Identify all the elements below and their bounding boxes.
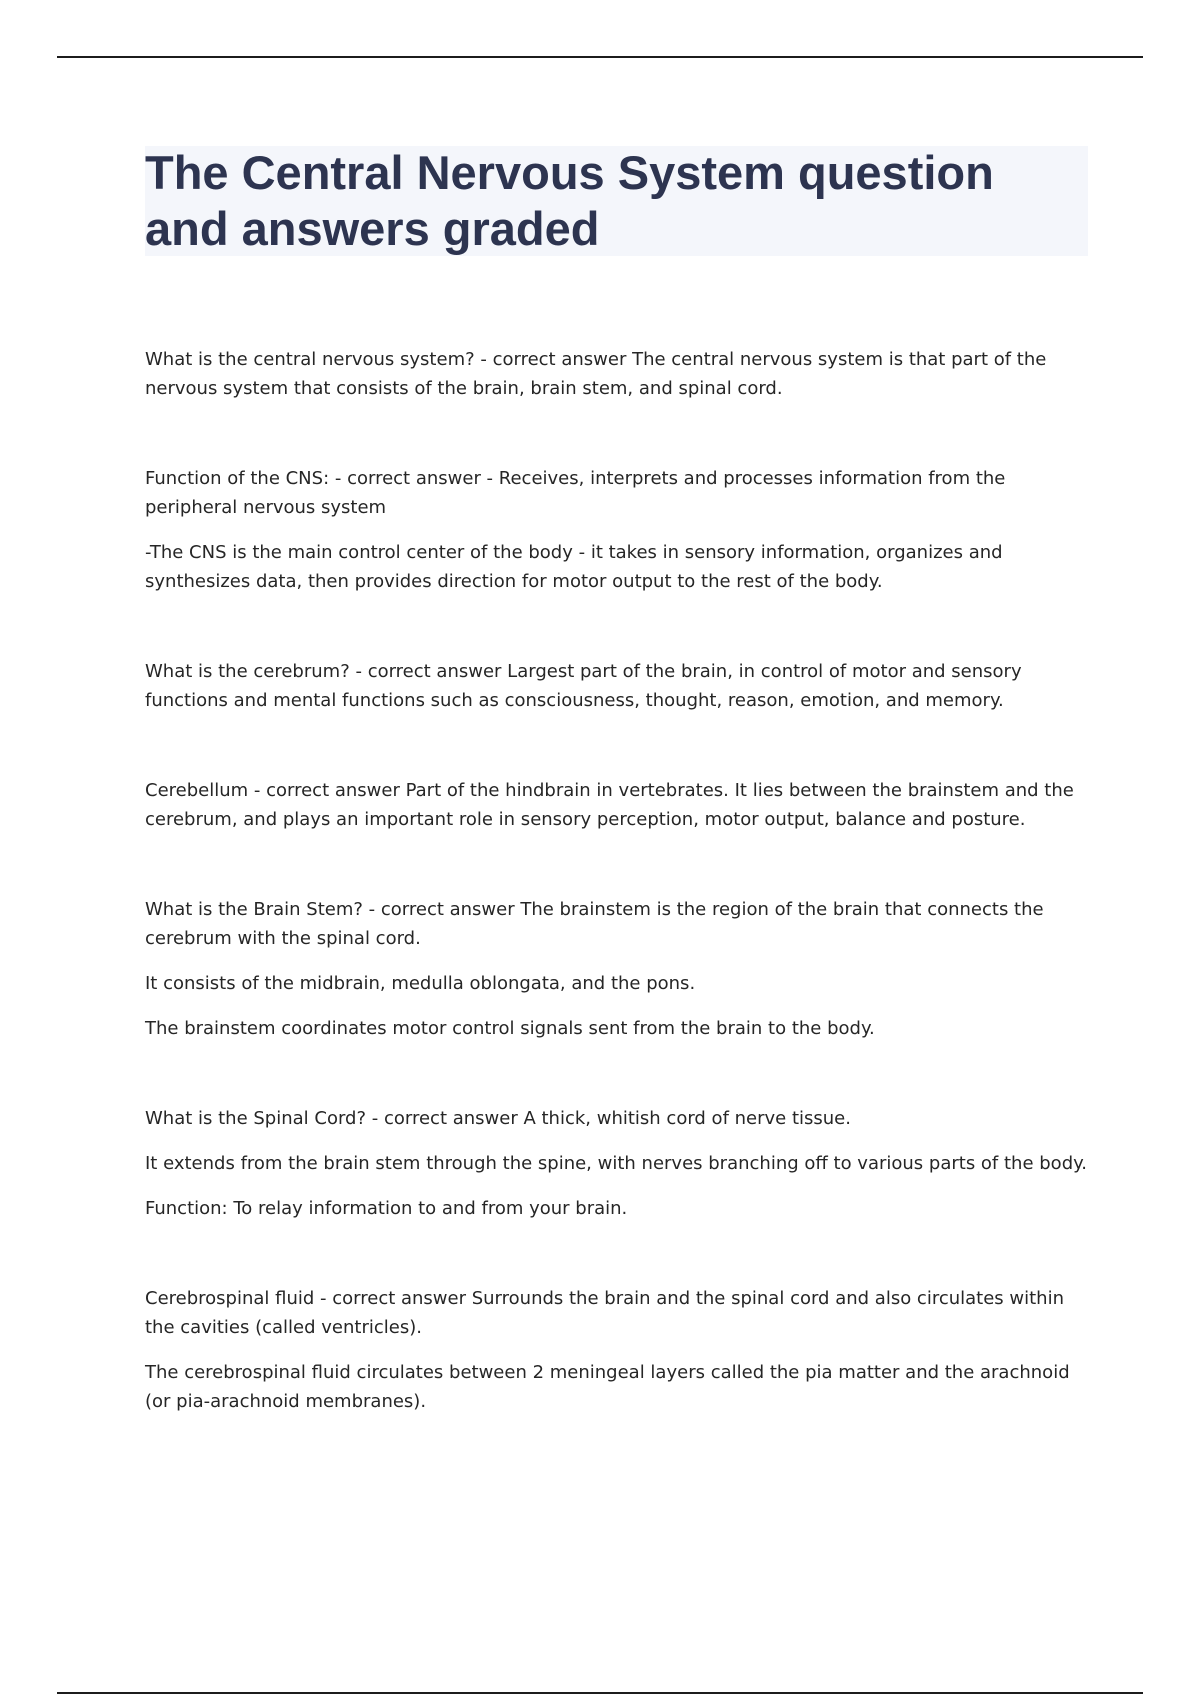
qa-paragraph: Function of the CNS: - correct answer - Receives, interprets and processes information from the peripheral nervous system xyxy=(145,468,1006,518)
document-body xyxy=(145,345,1090,1477)
qa-entry-spinal-cord xyxy=(145,1104,1090,1223)
qa-paragraph: It extends from the brain stem through the spine, with nerves branching off to various parts of the body. xyxy=(145,1153,1087,1174)
qa-paragraph: What is the cerebrum? - correct answer Largest part of the brain, in control of motor and sensory functions and mental functions such as consciousness, thought, reason, emotion, and memory. xyxy=(145,661,1022,711)
qa-paragraph: What is the Brain Stem? - correct answer The brainstem is the region of the brain that connects the cerebrum with the spinal cord. xyxy=(145,899,1044,949)
qa-paragraph: The brainstem coordinates motor control signals sent from the brain to the body. xyxy=(145,1018,875,1039)
qa-entry-brain-stem xyxy=(145,895,1090,1043)
qa-paragraph: It consists of the midbrain, medulla oblongata, and the pons. xyxy=(145,973,696,994)
qa-entry-cerebrospinal-fluid xyxy=(145,1284,1090,1416)
qa-paragraph: What is the Spinal Cord? - correct answer A thick, whitish cord of nerve tissue. xyxy=(145,1108,851,1129)
qa-paragraph: The cerebrospinal fluid circulates between 2 meningeal layers called the pia matter and the arachnoid (or pia-arachnoid membranes). xyxy=(145,1362,1070,1412)
header-rule xyxy=(57,56,1143,58)
qa-entry-cns-definition xyxy=(145,345,1090,403)
qa-paragraph: What is the central nervous system? - correct answer The central nervous system is that part of the nervous system that consists of the brain, brain stem, and spinal cord. xyxy=(145,349,1047,399)
title-banner xyxy=(145,146,1088,256)
qa-paragraph: Cerebrospinal fluid - correct answer Surrounds the brain and the spinal cord and also circulates within the cavities (called ventricles). xyxy=(145,1288,1065,1338)
document-title: The Central Nervous System question and answers graded xyxy=(145,146,994,255)
qa-paragraph: Cerebellum - correct answer Part of the hindbrain in vertebrates. It lies between the brainstem and the cerebrum, and plays an important role in sensory perception, motor output, balance and posture. xyxy=(145,780,1074,830)
footer-rule xyxy=(57,1692,1143,1694)
qa-entry-cerebellum xyxy=(145,776,1090,834)
qa-entry-cns-function xyxy=(145,464,1090,596)
qa-paragraph: -The CNS is the main control center of the body - it takes in sensory information, organizes and synthesizes data, then provides direction for motor output to the rest of the body. xyxy=(145,542,1003,592)
qa-entry-cerebrum xyxy=(145,657,1090,715)
qa-paragraph: Function: To relay information to and from your brain. xyxy=(145,1198,628,1219)
